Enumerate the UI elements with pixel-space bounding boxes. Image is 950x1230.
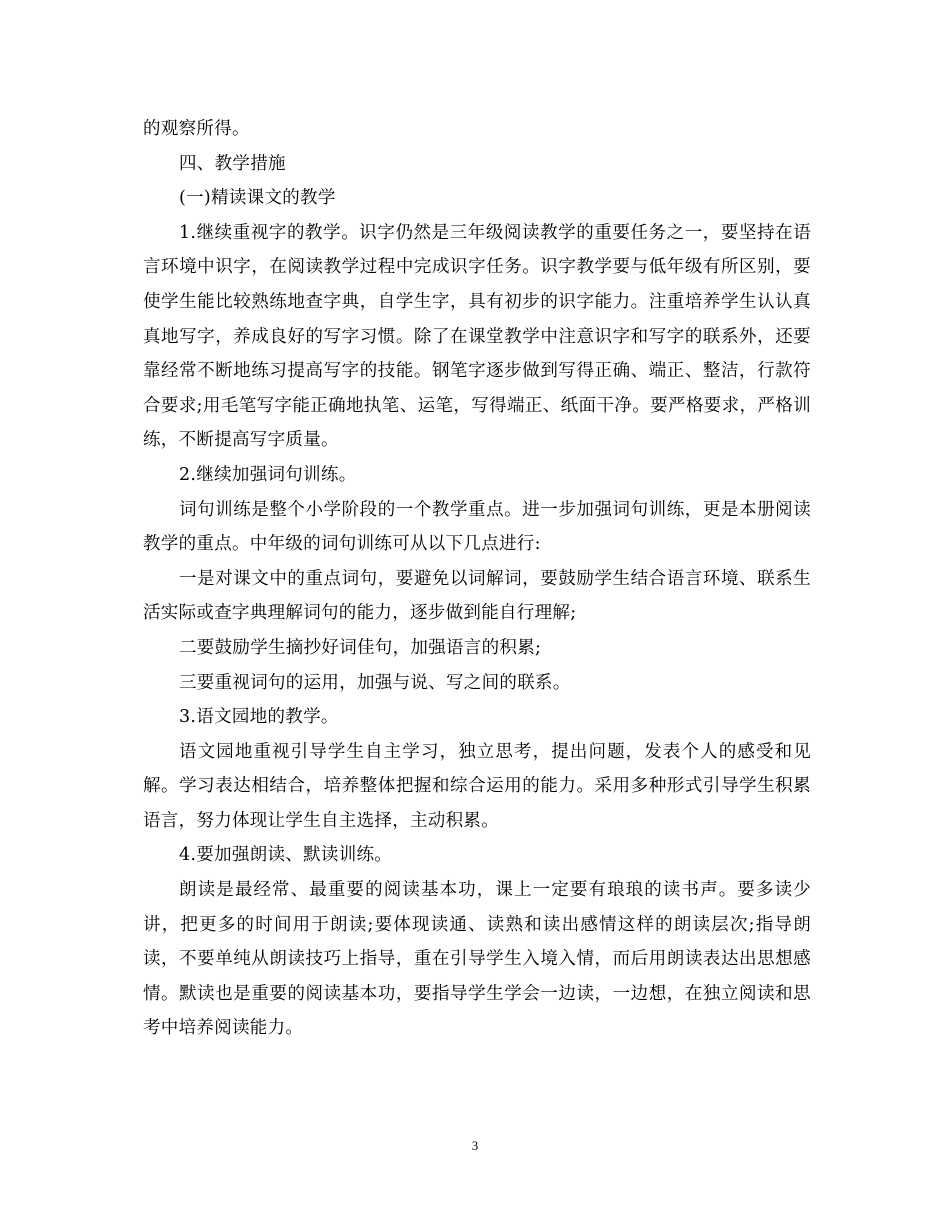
- paragraph: 一是对课文中的重点词句，要避免以词解词，要鼓励学生结合语言环境、联系生活实际或查字典理解词句的能力，逐步做到能自行理解;: [143, 568, 811, 624]
- paragraph: 语文园地重视引导学生自主学习，独立思考，提出问题，发表个人的感受和见解。学习表达相结合，培养整体把握和综合运用的能力。采用多种形式引导学生积累语言，努力体现让学生自主选择，主动积累。: [143, 741, 811, 831]
- subsection-heading: (一)精读课文的教学: [179, 188, 336, 209]
- document-body: [143, 112, 811, 1046]
- paragraph: 1.继续重视字的教学。识字仍然是三年级阅读教学的重要任务之一，要坚持在语言环境中识字，在阅读教学过程中完成识字任务。识字教学要与低年级有所区别，要使学生能比较熟练地查字典，自学生字，具有初步的识字能力。注重培养学生认认真真地写字，养成良好的写字习惯。除了在课堂教学中注意识字和写字的联系外，还要靠经常不断地练习提高写字的技能。钢笔字逐步做到写得正确、端正、整洁，行款符合要求;用毛笔写字能正确地执笔、运笔，写得端正、纸面干净。要严格要求，严格训练，不断提高写字质量。: [143, 222, 811, 451]
- subsection-heading: 3.语文园地的教学。: [179, 707, 339, 728]
- page-number: 3: [471, 1138, 479, 1153]
- paragraph: 的观察所得。: [143, 119, 250, 139]
- subsection-heading: 2.继续加强词句训练。: [179, 464, 357, 485]
- section-heading: 四、教学措施: [179, 153, 286, 174]
- paragraph: 朗读是最经常、最重要的阅读基本功，课上一定要有琅琅的读书声。要多读少讲，把更多的时间用于朗读;要体现读通、读熟和读出感情这样的朗读层次;指导朗读，不要单纯从朗读技巧上指导，重在引导学生入境入情，而后用朗读表达出思想感情。默读也是重要的阅读基本功，要指导学生学会一边读，一边想，在独立阅读和思考中培养阅读能力。: [143, 880, 811, 1039]
- paragraph: 词句训练是整个小学阶段的一个教学重点。进一步加强词句训练，更是本册阅读教学的重点。中年级的词句训练可从以下几点进行:: [143, 499, 811, 555]
- subsection-heading: 4.要加强朗读、默读训练。: [179, 845, 393, 866]
- paragraph: 二要鼓励学生摘抄好词佳句，加强语言的积累;: [179, 637, 542, 658]
- paragraph: 三要重视词句的运用，加强与说、写之间的联系。: [179, 672, 571, 693]
